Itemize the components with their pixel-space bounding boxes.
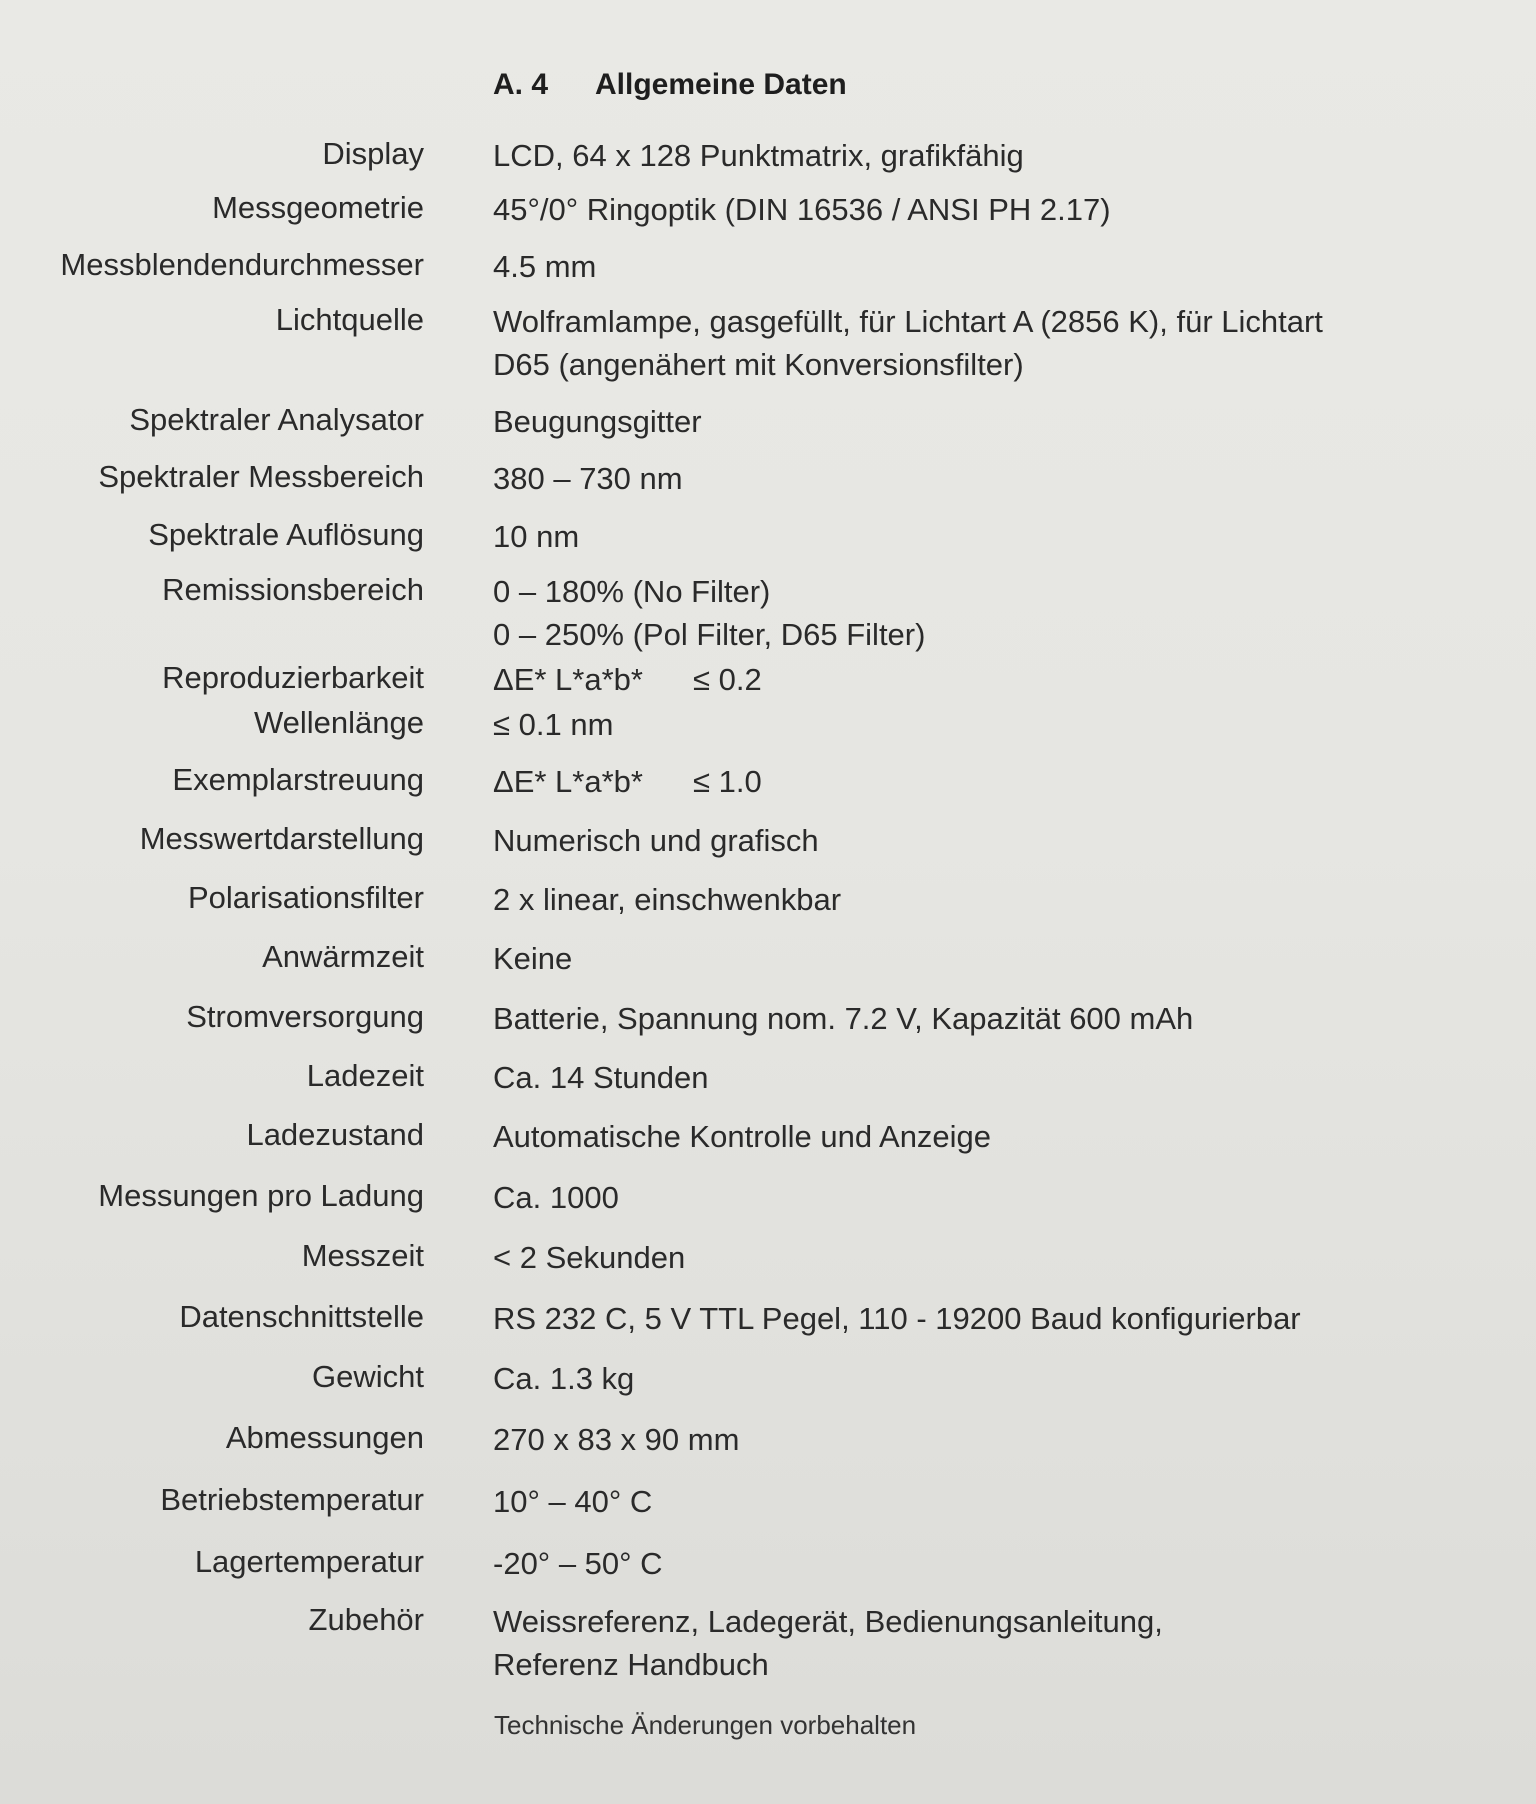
spec-label: Remissionsbereich: [162, 572, 424, 607]
spec-value: Numerisch und grafisch: [493, 823, 819, 858]
spec-value: 4.5 mm: [493, 249, 597, 284]
spec-value: Automatische Kontrolle und Anzeige: [493, 1119, 992, 1154]
spec-label: Wellenlänge: [253, 705, 424, 740]
spec-label: Reproduzierbarkeit: [162, 660, 424, 695]
spec-value: 2 x linear, einschwenkbar: [493, 882, 842, 917]
spec-value: Ca. 14 Stunden: [493, 1060, 709, 1095]
spec-label: Betriebstemperatur: [160, 1482, 424, 1517]
footnote: Technische Änderungen vorbehalten: [494, 1710, 917, 1740]
spec-label: Spektraler Messbereich: [98, 459, 424, 494]
spec-value: ΔE* L*a*b* ≤ 1.0: [493, 764, 762, 799]
spec-value: Keine: [493, 941, 573, 976]
spec-value: Weissreferenz, Ladegerät, Bedienungsanleitung, Referenz Handbuch: [493, 1604, 1163, 1682]
spec-value: ≤ 0.1 nm: [493, 707, 614, 742]
spec-value: Ca. 1.3 kg: [493, 1361, 635, 1396]
spec-label: Anwärmzeit: [262, 939, 424, 974]
spec-label: Spektraler Analysator: [129, 402, 424, 437]
spec-label: Messwertdarstellung: [139, 821, 424, 856]
spec-value: Batterie, Spannung nom. 7.2 V, Kapazität 600 mAh: [493, 1001, 1194, 1036]
spec-label: Messblendendurchmesser: [60, 247, 424, 282]
spec-label: Spektrale Auflösung: [148, 517, 424, 552]
spec-value: Wolframlampe, gasgefüllt, für Lichtart A (2856 K), für Lichtart D65 (angenähert mit Konversionsfilter): [493, 304, 1323, 382]
section-heading: [493, 68, 847, 102]
spec-label: Exemplarstreuung: [172, 762, 424, 797]
spec-value: RS 232 C, 5 V TTL Pegel, 110 - 19200 Baud konfigurierbar: [493, 1301, 1301, 1336]
spec-label: Lichtquelle: [275, 302, 424, 337]
section-number: A. 4: [493, 68, 549, 101]
spec-label: Messungen pro Ladung: [98, 1178, 424, 1213]
spec-label: Stromversorgung: [186, 999, 424, 1034]
spec-label: Messzeit: [301, 1238, 424, 1273]
spec-label: Polarisationsfilter: [187, 880, 424, 915]
spec-value: 10° – 40° C: [493, 1484, 653, 1519]
spec-value: 380 – 730 nm: [493, 461, 683, 496]
spec-label: Gewicht: [312, 1359, 424, 1394]
spec-label: Display: [322, 136, 424, 171]
spec-label: Lagertemperatur: [194, 1544, 424, 1579]
spec-value: LCD, 64 x 128 Punktmatrix, grafikfähig: [493, 138, 1024, 173]
section-title: Allgemeine Daten: [595, 68, 847, 101]
spec-value: < 2 Sekunden: [493, 1240, 686, 1275]
spec-value: 10 nm: [493, 519, 580, 554]
spec-value: 270 x 83 x 90 mm: [493, 1422, 740, 1457]
spec-value: -20° – 50° C: [493, 1546, 663, 1581]
spec-value: 0 – 180% (No Filter) 0 – 250% (Pol Filter, D65 Filter): [493, 574, 926, 652]
spec-value: Ca. 1000: [493, 1180, 619, 1215]
spec-value: 45°/0° Ringoptik (DIN 16536 / ANSI PH 2.17): [493, 192, 1111, 227]
spec-label: Ladezeit: [306, 1058, 424, 1093]
spec-value: Beugungsgitter: [493, 404, 702, 439]
spec-label: Zubehör: [308, 1602, 424, 1637]
spec-value: ΔE* L*a*b* ≤ 0.2: [493, 662, 762, 697]
spec-label: Ladezustand: [246, 1117, 424, 1152]
spec-label: Abmessungen: [225, 1420, 424, 1455]
spec-label: Datenschnittstelle: [179, 1299, 424, 1334]
spec-label: Messgeometrie: [212, 190, 424, 225]
